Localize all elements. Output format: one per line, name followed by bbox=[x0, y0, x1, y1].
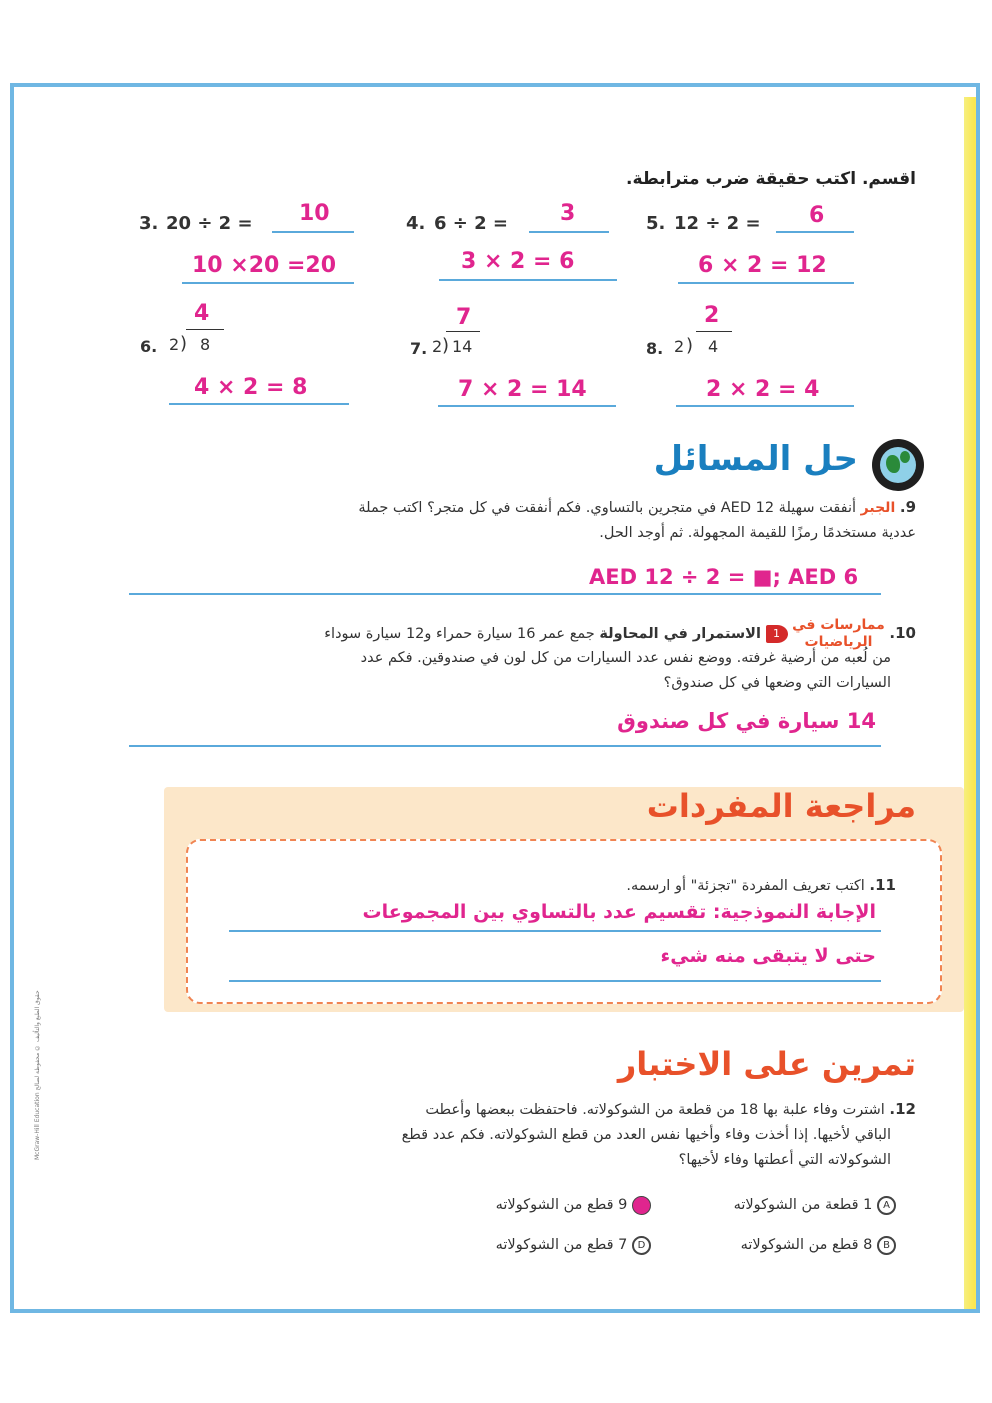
copyright-credit: McGraw-Hill Education حقوق الطبع والتأليف © محفوظة لصالح bbox=[34, 990, 41, 1160]
division-bracket: ) bbox=[686, 335, 694, 356]
division-bar bbox=[696, 331, 732, 332]
problem-number: 6. bbox=[140, 337, 158, 356]
globe-icon bbox=[872, 439, 924, 491]
question-9-line2: عددية مستخدمًا رمزًا للقيمة المجهولة. ثم أوجد الحل. bbox=[599, 525, 916, 541]
division-bar bbox=[446, 331, 480, 332]
option-b-text: 8 قطع من الشوكولاته bbox=[740, 1237, 873, 1253]
problem-number: 8. bbox=[646, 339, 664, 358]
problem-expression: 12 ÷ 2 = bbox=[674, 213, 761, 234]
dividend: 14 bbox=[452, 337, 473, 356]
problem-solving-heading: حل المسائل bbox=[653, 439, 858, 479]
option-c[interactable] bbox=[496, 1193, 651, 1218]
answer-line bbox=[229, 930, 881, 932]
answer-line bbox=[229, 980, 881, 982]
vocab-heading: مراجعة المفردات bbox=[646, 787, 916, 825]
option-d[interactable] bbox=[496, 1233, 651, 1258]
quotient: 4 bbox=[194, 301, 210, 326]
option-b[interactable] bbox=[741, 1233, 896, 1258]
answer-line bbox=[129, 593, 881, 595]
division-bracket: ) bbox=[442, 335, 450, 356]
problem-expression: 20 ÷ 2 = bbox=[166, 213, 253, 234]
related-fact: 3 × 2 = 6 bbox=[461, 249, 575, 274]
vocab-prompt: اكتب تعريف المفردة "تجزئة" أو ارسمه. bbox=[626, 878, 865, 894]
page-frame bbox=[10, 83, 980, 1313]
algebra-tag: الجبر bbox=[860, 500, 896, 516]
vocab-answer-line2: حتى لا يتبقى منه شيء bbox=[660, 945, 876, 967]
dividend: 8 bbox=[200, 335, 211, 354]
related-fact: 4 × 2 = 8 bbox=[194, 375, 308, 400]
question-9 bbox=[136, 495, 916, 546]
question-12 bbox=[316, 1097, 916, 1173]
question-9-answer: AED 12 ÷ 2 = ■; AED 6 bbox=[589, 565, 859, 589]
question-12-line2: الباقي لأخيها. إذا أخذت وفاء وأخيها نفس العدد من قطع الشوكولاته. فكم عدد قطع bbox=[401, 1127, 891, 1143]
option-c-text: 9 قطع من الشوكولاته bbox=[495, 1197, 628, 1213]
fact-line bbox=[438, 405, 616, 407]
problem-expression: 6 ÷ 2 = bbox=[434, 213, 509, 234]
quotient: 7 bbox=[456, 305, 472, 330]
vocab-answer-line1: الإجابة النموذجية: تقسيم عدد بالتساوي بين المجموعات bbox=[362, 901, 876, 923]
fact-line bbox=[169, 403, 349, 405]
option-d-bubble[interactable]: D bbox=[632, 1236, 651, 1255]
division-bracket: ) bbox=[180, 333, 188, 354]
answer-line bbox=[129, 745, 881, 747]
option-d-text: 7 قطع من الشوكولاته bbox=[495, 1237, 628, 1253]
option-c-bubble-selected[interactable] bbox=[632, 1196, 651, 1215]
answer-line bbox=[776, 231, 854, 233]
problem-number: 3. bbox=[139, 213, 159, 234]
question-11 bbox=[626, 873, 896, 899]
answer-value: 10 bbox=[299, 201, 330, 226]
question-10-line1: جمع عمر 16 سيارة حمراء و12 سيارة سوداء bbox=[324, 626, 595, 642]
problem-number: 7. bbox=[410, 339, 428, 358]
yellow-edge-band bbox=[964, 97, 980, 1313]
question-12-line3: الشوكولاته التي أعطتها وفاء لأخيها؟ bbox=[678, 1152, 891, 1168]
question-10-answer: 14 سيارة في كل صندوق bbox=[617, 709, 876, 733]
option-a-bubble[interactable]: A bbox=[877, 1196, 896, 1215]
option-b-bubble[interactable]: B bbox=[877, 1236, 896, 1255]
question-12-line1: اشترت وفاء علبة بها 18 من قطعة من الشوكولاته. فاحتفظت ببعضها وأعطت bbox=[425, 1102, 885, 1118]
related-fact: 7 × 2 = 14 bbox=[458, 377, 587, 402]
divisor: 2 bbox=[169, 335, 180, 354]
division-bar bbox=[186, 329, 224, 330]
test-practice-heading: تمرين على الاختبار bbox=[617, 1045, 916, 1083]
answer-line bbox=[272, 231, 354, 233]
question-9-line1: أنفقت سهيلة AED 12 في متجرين بالتساوي. فكم أنفقت في كل متجر؟ اكتب جملة bbox=[358, 500, 857, 516]
question-number: 12. bbox=[889, 1100, 916, 1118]
fact-line bbox=[676, 405, 854, 407]
fact-line bbox=[182, 282, 354, 284]
question-number: 10. bbox=[889, 624, 916, 642]
question-number: 11. bbox=[869, 876, 896, 894]
dividend: 4 bbox=[708, 337, 719, 356]
math-practices-tag: ممارسات في الرياضيات bbox=[792, 617, 885, 650]
related-fact: 2 × 2 = 4 bbox=[706, 377, 820, 402]
option-a[interactable] bbox=[734, 1193, 896, 1218]
answer-value: 3 bbox=[560, 201, 576, 226]
divisor: 2 bbox=[432, 337, 443, 356]
question-10-line2: من لُعبه من أرضية غرفته. ووضع نفس عدد السيارات من كل لون في صندوقين. فكم عدد bbox=[360, 650, 891, 666]
fact-line bbox=[678, 282, 854, 284]
question-10 bbox=[136, 617, 916, 696]
problem-number: 5. bbox=[646, 213, 666, 234]
quotient: 2 bbox=[704, 303, 720, 328]
answer-value: 6 bbox=[809, 203, 825, 228]
practice-badge: 1 bbox=[766, 625, 788, 643]
option-a-text: 1 قطعة من الشوكولاته bbox=[733, 1197, 873, 1213]
related-fact: 10 ×20 =20 bbox=[192, 253, 337, 278]
answer-line bbox=[529, 231, 609, 233]
question-number: 9. bbox=[899, 498, 916, 516]
question-10-line3: السيارات التي وضعها في كل صندوق؟ bbox=[663, 675, 891, 691]
divisor: 2 bbox=[674, 337, 685, 356]
fact-line bbox=[439, 279, 617, 281]
related-fact: 6 × 2 = 12 bbox=[698, 253, 827, 278]
problem-number: 4. bbox=[406, 213, 426, 234]
instruction: اقسم. اكتب حقيقة ضرب مترابطة. bbox=[625, 169, 916, 189]
persevere-title: الاستمرار في المحاولة bbox=[599, 626, 761, 642]
